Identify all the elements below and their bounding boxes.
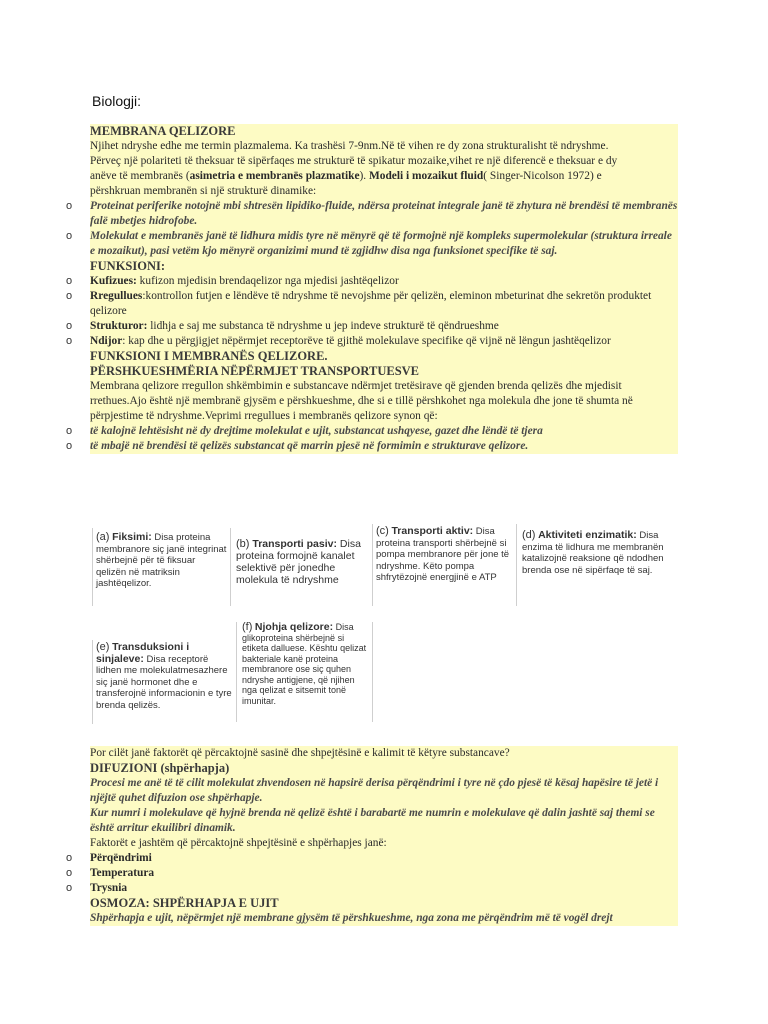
- funksioni-title: FUNKSIONI:: [90, 259, 166, 273]
- panel-text: Disa receptorë lidhen me molekulatmesazhere siç janë hormonet dhe e transferojnë informacionin e tyre brenda qelizës.: [96, 653, 232, 711]
- difuzioni-title: DIFUZIONI (shpërhapja): [90, 761, 230, 775]
- term: Rregullues: [90, 290, 143, 302]
- figure-panel-b: [236, 538, 368, 586]
- figure-panel-d: [522, 530, 672, 576]
- bullet-icon: o: [66, 440, 73, 452]
- membrana-intro-line: Përveç një polariteti të theksuar të sipërfaqes me strukturë të spikatur mozaike,vihet re një diferencë e theksuar e dy: [90, 155, 618, 167]
- bullet-icon: o: [66, 425, 73, 437]
- panel-label: Transduksioni i sinjaleve:: [96, 641, 190, 665]
- difuzioni-section: [66, 746, 678, 926]
- divider: [236, 622, 237, 722]
- text-run: ).: [359, 170, 369, 182]
- panel-text: Disa glikoproteina shërbejnë si etiketa dalluese. Kështu qelizat bakteriale kanë proteina membranore ose siç quhen ndryshe antigjene, që njihen nga qelizat e sitsemit tonë imunitar.: [242, 622, 367, 706]
- figure-panel-e: [96, 642, 234, 711]
- definition: :kontrollon futjen e lëndëve të ndryshme të nevojshme për qelizën, eleminon mbeturinat dhe sekretön produktet qelizore: [90, 290, 652, 317]
- difuzioni-question: Por cilët janë faktorët që përcaktojnë sasinë dhe shpejtësinë e kalimit të këtyre substancave?: [90, 747, 510, 759]
- list-item: [66, 229, 678, 259]
- factor: Trysnia: [90, 882, 128, 894]
- panel-letter: (d): [522, 529, 536, 541]
- panel-text: Disa enzima të lidhura me membranën katalizojnë reaksione që ndodhen brenda ose në sipërfaqe të saj.: [522, 530, 664, 576]
- divider: [92, 640, 93, 724]
- bullet-icon: o: [66, 230, 73, 242]
- text-run: anëve të membranës (: [90, 170, 190, 182]
- page-heading: Biologji:: [92, 93, 142, 109]
- definition: : kap dhe u përgjigjet nëpërmjet receptorëve të gjithë molekulave specifike që vijnë në lëngun jashtëqelizor: [122, 335, 611, 347]
- divider: [516, 524, 517, 606]
- list-item: [66, 334, 678, 349]
- model-term: Modeli i mozaikut fluid: [369, 170, 484, 182]
- membrana-title: MEMBRANA QELIZORE: [90, 124, 236, 138]
- list-item: [66, 881, 678, 896]
- factor: Përqëndrimi: [90, 852, 152, 864]
- definition: lidhja e saj me substanca të ndryshme u jep indeve strukturë të qëndrueshme: [147, 320, 499, 332]
- panel-letter: (a): [96, 531, 110, 543]
- bullet-text: të kalojnë lehtësisht në dy drejtime molekulat e ujit, substancat ushqyese, gazet dhe lëndë të tjera: [90, 425, 543, 437]
- divider: [92, 528, 93, 606]
- funksioni-list: [66, 274, 678, 349]
- list-item: [66, 289, 678, 319]
- panel-label: Transporti pasiv:: [252, 538, 337, 550]
- list-item: [66, 866, 678, 881]
- membrana-intro-line: përshkruan membranën si një strukturë dinamike:: [90, 185, 317, 197]
- bullet-icon: o: [66, 200, 73, 212]
- bullet-text: të mbajë në brendësi të qelizës substancat që marrin pjesë në formimin e strukturave qelizore.: [90, 440, 529, 452]
- osmoza-title: OSMOZA: SHPËRHAPJA E UJIT: [90, 896, 279, 910]
- transport-subtitle: PËRSHKUESHMËRIA NËPËRMJET TRANSPORTUESVE: [90, 364, 420, 378]
- divider: [372, 622, 373, 722]
- bullet-icon: o: [66, 867, 73, 879]
- list-item: [66, 424, 678, 439]
- membrana-bullet-list: [66, 199, 678, 259]
- panel-letter: (e): [96, 641, 110, 653]
- definition: kufizon mjedisin brendaqelizor nga mjedisi jashtëqelizor: [136, 275, 399, 287]
- factors-list: [66, 851, 678, 896]
- panel-label: Njohja qelizore:: [254, 621, 334, 633]
- membrana-intro-line: [90, 169, 678, 184]
- list-item: [66, 439, 678, 454]
- list-item: [66, 199, 678, 229]
- text-run: ( Singer-Nicolson 1972) e: [483, 170, 602, 182]
- difuzioni-equilibrium: Kur numri i molekulave që hyjnë brenda në qelizë është i barabartë me numrin e molekulave që dalin jashtë saj themi se është arritur ekuilibri dinamik.: [90, 807, 655, 834]
- panel-letter: (b): [236, 538, 250, 550]
- term: Kufizues:: [90, 275, 137, 287]
- transport-bullet-list: [66, 424, 678, 454]
- bullet-icon: o: [66, 882, 73, 894]
- figure-panel-a: [96, 532, 228, 590]
- list-item: [66, 319, 678, 334]
- figure-panel-c: [376, 526, 516, 584]
- term: Strukturor:: [90, 320, 148, 332]
- membrana-intro-line: Njihet ndryshe edhe me termin plazmalema. Ka trashësi 7-9nm.Në të vihen re dy zona strukturalisht të ndryshme.: [90, 140, 609, 152]
- transport-title: FUNKSIONI I MEMBRANËS QELIZORE.: [90, 349, 328, 363]
- panel-letter: (c): [376, 525, 389, 537]
- term: Ndijor: [90, 335, 123, 347]
- factor: Temperatura: [90, 867, 155, 879]
- asimetria-term: asimetria e membranës plazmatike: [189, 170, 360, 182]
- panel-label: Aktiviteti enzimatik:: [538, 529, 637, 541]
- transport-paragraph: Membrana qelizore rregullon shkëmbimin e substancave ndërmjet tretësirave që gjenden brenda qelizës dhe mjedisit rrethues.Ajo është një membranë gjysëm e përshkueshme, dhe si e tillë përshkohet nga molekula dhe jone të shumta në përpjestime të ndryshme.Veprimi rregullues i membranës qelizore synon që:: [90, 380, 633, 422]
- panel-label: Fiksimi:: [112, 531, 152, 543]
- bullet-icon: o: [66, 852, 73, 864]
- bullet-icon: o: [66, 275, 73, 287]
- panel-text: Disa proteina formojnë kanalet selektivë për jonedhe molekula të ndryshme: [236, 538, 361, 586]
- figure-panel-f: [242, 622, 368, 706]
- panel-letter: (f): [242, 621, 253, 633]
- panel-text: Disa proteina transporti shërbejnë si pompa membranore për jone të ndryshme. Këto pompa shfrytëzojnë energjinë e ATP: [376, 526, 510, 583]
- bullet-icon: o: [66, 290, 73, 302]
- panel-text: Disa proteina membranore siç janë integrinat shërbejnë për të fiksuar qelizën në matriksin jashtëqelizor.: [96, 532, 227, 589]
- bullet-icon: o: [66, 320, 73, 332]
- difuzioni-definition: Procesi me anë të të cilit molekulat zhvendosen në hapsirë derisa përqëndrimi i tyre në çdo pjesë të kësaj hapësire të jetë i njëjtë quhet difuzion ose shpërhapje.: [90, 777, 659, 804]
- panel-label: Transporti aktiv:: [391, 525, 474, 537]
- membrana-section: [66, 124, 678, 454]
- osmoza-text: Shpërhapja e ujit, nëpërmjet një membrane gjysëm të përshkueshme, nga zona me përqëndrim më të vogël drejt: [90, 912, 613, 924]
- bullet-text: Proteinat periferike notojnë mbi shtresën lipidiko-fluide, ndërsa proteinat integrale janë të zhytura në brendësi të membranës falë mbetjes hidrofobe.: [90, 200, 678, 227]
- list-item: [66, 851, 678, 866]
- divider: [372, 524, 373, 606]
- divider: [230, 528, 231, 606]
- factors-intro: Faktorët e jashtëm që përcaktojnë shpejtësinë e shpërhapjes janë:: [90, 837, 387, 849]
- bullet-text: Molekulat e membranës janë të lidhura midis tyre në mënyrë që të formojnë një kompleks supermolekular (struktura irreale e mozaikut), pasi vetëm kjo mënyrë organizimi mund të zgjidhw disa nga funksionet specifike të saj.: [90, 230, 672, 257]
- list-item: [66, 274, 678, 289]
- bullet-icon: o: [66, 335, 73, 347]
